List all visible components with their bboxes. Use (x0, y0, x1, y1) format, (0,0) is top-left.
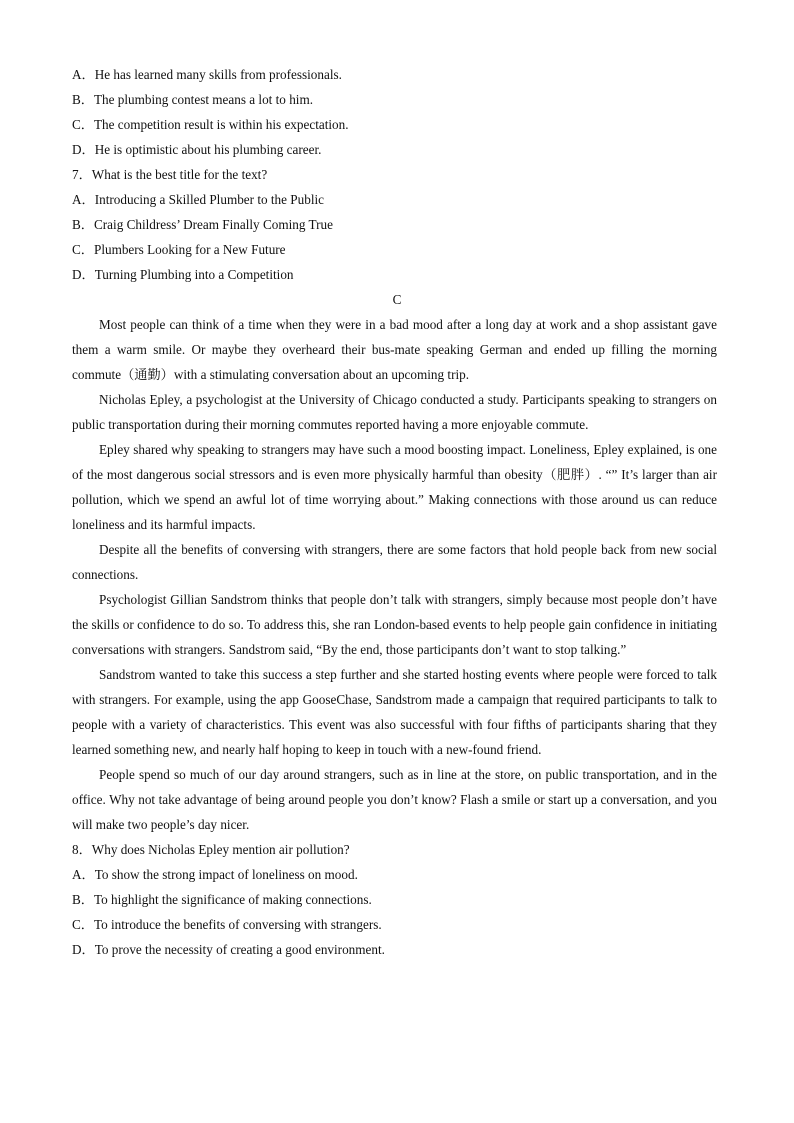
q6-option-a[interactable]: A．He has learned many skills from professionals. (72, 67, 342, 82)
passage-paragraph-4: Despite all the benefits of conversing with strangers, there are some factors that hold people back from new social connections. (72, 542, 717, 582)
passage-body (72, 312, 722, 837)
q8-question: 8．Why does Nicholas Epley mention air pollution? (72, 842, 350, 857)
q6-option-c[interactable]: C．The competition result is within his expectation. (72, 117, 349, 132)
passage-paragraph-7: People spend so much of our day around strangers, such as in line at the store, on public transportation, and in the office. Why not take advantage of being around people you don’t know? Flash a smile or start up a conversation, and you will make two people’s day nicer. (72, 767, 717, 832)
q8-option-b[interactable]: B．To highlight the significance of making connections. (72, 892, 372, 907)
q7 (72, 162, 722, 287)
q8-option-a[interactable]: A．To show the strong impact of loneliness on mood. (72, 867, 358, 882)
q8-option-c[interactable]: C．To introduce the benefits of conversing with strangers. (72, 917, 382, 932)
passage-letter: C (392, 292, 402, 307)
q7-option-b[interactable]: B．Craig Childress’ Dream Finally Coming True (72, 217, 333, 232)
q6-options (72, 62, 722, 162)
passage-paragraph-6: Sandstrom wanted to take this success a step further and she started hosting events where people were forced to talk with strangers. For example, using the app GooseChase, Sandstrom made a campaign that required participants to talk to people with a variety of characteristics. This event was also successful with four fifths of participants sharing that they learned something new, and nearly half hoping to keep in touch with a new-found friend. (72, 667, 717, 757)
passage-paragraph-2: Nicholas Epley, a psychologist at the University of Chicago conducted a study. Participants speaking to strangers on public transportation during their morning commutes reported having a more enjoyable commute. (72, 392, 717, 432)
q6-option-b[interactable]: B．The plumbing contest means a lot to him. (72, 92, 314, 107)
q6-option-d[interactable]: D．He is optimistic about his plumbing career. (72, 142, 322, 157)
q7-question: 7．What is the best title for the text? (72, 167, 268, 182)
q7-option-d[interactable]: D．Turning Plumbing into a Competition (72, 267, 294, 282)
q7-option-c[interactable]: C．Plumbers Looking for a New Future (72, 242, 286, 257)
passage-paragraph-3: Epley shared why speaking to strangers may have such a mood boosting impact. Loneliness, Epley explained, is one of the most dangerous social stressors and is even more physically harmful than obesity（肥胖）. “” It’s larger than air pollution, which we spend an awful lot of time worrying about.” Making connections with those around us can reduce loneliness and its harmful impacts. (72, 442, 717, 532)
passage-paragraph-5: Psychologist Gillian Sandstrom thinks that people don’t talk with strangers, simply because most people don’t have the skills or confidence to do so. To address this, she ran London-based events to help people gain confidence in initiating conversations with strangers. Sandstrom said, “By the end, those participants don’t want to stop talking.” (72, 592, 717, 657)
exam-page (72, 62, 722, 962)
passage-paragraph-1: Most people can think of a time when they were in a bad mood after a long day at work and a shop assistant gave them a warm smile. Or maybe they overheard their bus-mate speaking German and ended up filling the morning commute（通勤）with a stimulating conversation about an upcoming trip. (72, 317, 717, 382)
q7-option-a[interactable]: A．Introducing a Skilled Plumber to the Public (72, 192, 324, 207)
q8 (72, 837, 722, 962)
q8-option-d[interactable]: D．To prove the necessity of creating a good environment. (72, 942, 385, 957)
